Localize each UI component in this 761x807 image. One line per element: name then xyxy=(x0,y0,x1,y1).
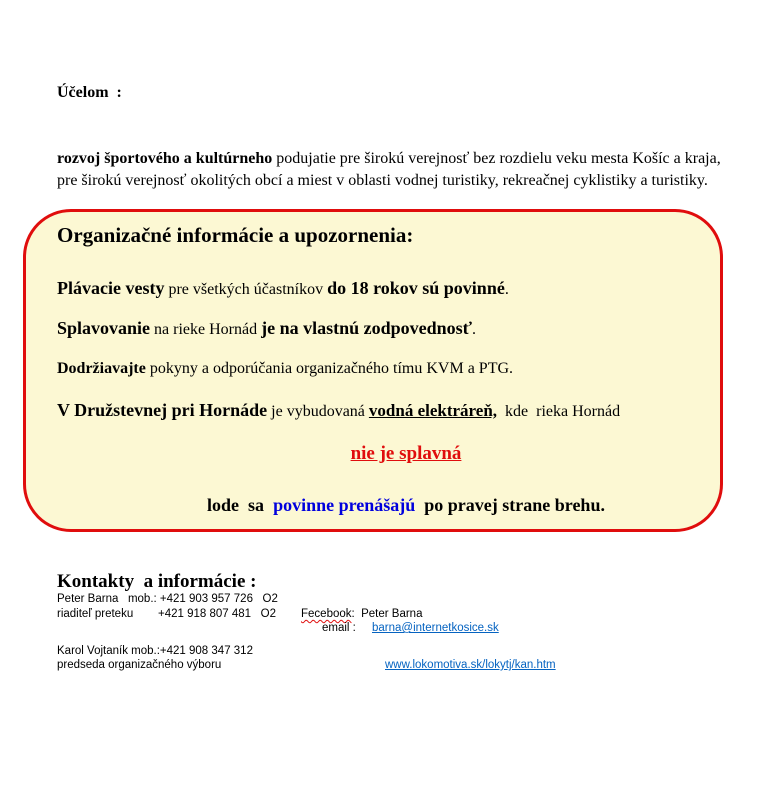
vests-text: pre všetkých účastníkov xyxy=(164,281,328,298)
vests-bold-lead: Plávacie vesty xyxy=(57,278,165,298)
info-line-vests xyxy=(57,278,509,299)
info-line-not-navigable xyxy=(26,443,720,465)
power-bold-underline: vodná elektráreň, xyxy=(368,401,498,420)
portage-bold-tail: po pravej strane brehu. xyxy=(415,495,605,515)
info-line-power-plant xyxy=(57,400,620,421)
purpose-body-text: podujatie pre širokú verejnosť bez rozdielu veku mesta Košíc a kraja, pre širokú verejnosť okolitých obcí a miest v oblasti vodnej turistiky, rekreačnej cyklistiky a turistiky. xyxy=(57,150,725,189)
rafting-text: na rieke Hornád xyxy=(150,321,262,338)
info-line-rafting xyxy=(57,318,476,339)
contact-person1-phone2: +421 918 807 481 O2 xyxy=(158,608,276,620)
rafting-period: . xyxy=(472,321,477,338)
info-line-rules xyxy=(57,360,513,378)
contact-person1-role: riaditeľ preteku xyxy=(57,608,134,620)
info-line-portage xyxy=(26,495,720,516)
power-text1: je vybudovaná xyxy=(267,403,369,420)
not-navigable-text: nie je splavná xyxy=(350,443,462,464)
contact-person2-role: predseda organizačného výboru xyxy=(57,659,222,671)
contacts-heading: Kontakty a informácie : xyxy=(57,571,257,592)
contact-person1-name-phone: Peter Barna mob.: +421 903 957 726 O2 xyxy=(57,593,278,605)
power-bold-lead: V Družstevnej pri Hornáde xyxy=(57,400,268,420)
rules-text: pokyny a odporúčania organizačného tímu KVM a PTG. xyxy=(145,360,514,377)
email-link[interactable]: barna@internetkosice.sk xyxy=(372,622,499,634)
purpose-paragraph xyxy=(57,148,729,192)
contact-facebook-row xyxy=(301,608,422,621)
vests-bold-tail: do 18 rokov sú povinné xyxy=(327,278,505,298)
info-box-title: Organizačné informácie a upozornenia: xyxy=(57,223,414,247)
purpose-heading: Účelom : xyxy=(57,84,122,101)
facebook-value: : Peter Barna xyxy=(351,608,423,620)
facebook-label: Fecebook xyxy=(301,608,352,620)
purpose-section xyxy=(57,38,729,214)
vests-period: . xyxy=(504,281,509,298)
portage-bold-lead: lode sa xyxy=(207,495,274,515)
email-label: email : xyxy=(322,622,356,634)
rules-bold-lead: Dodržiavajte xyxy=(57,360,146,377)
rafting-bold-lead: Splavovanie xyxy=(57,318,151,338)
portage-blue-emphasis: povinne prenášajú xyxy=(273,495,416,515)
purpose-lead-bold: rozvoj športového a kultúrneho xyxy=(57,150,273,167)
organizational-info-box xyxy=(23,209,723,532)
website-link[interactable]: www.lokomotiva.sk/lokytj/kan.htm xyxy=(385,659,556,671)
contact-person2-name-phone: Karol Vojtaník mob.:+421 908 347 312 xyxy=(57,645,253,657)
rafting-bold-tail: je na vlastnú zodpovednosť xyxy=(261,318,473,338)
power-text2: kde rieka Hornád xyxy=(497,403,621,420)
